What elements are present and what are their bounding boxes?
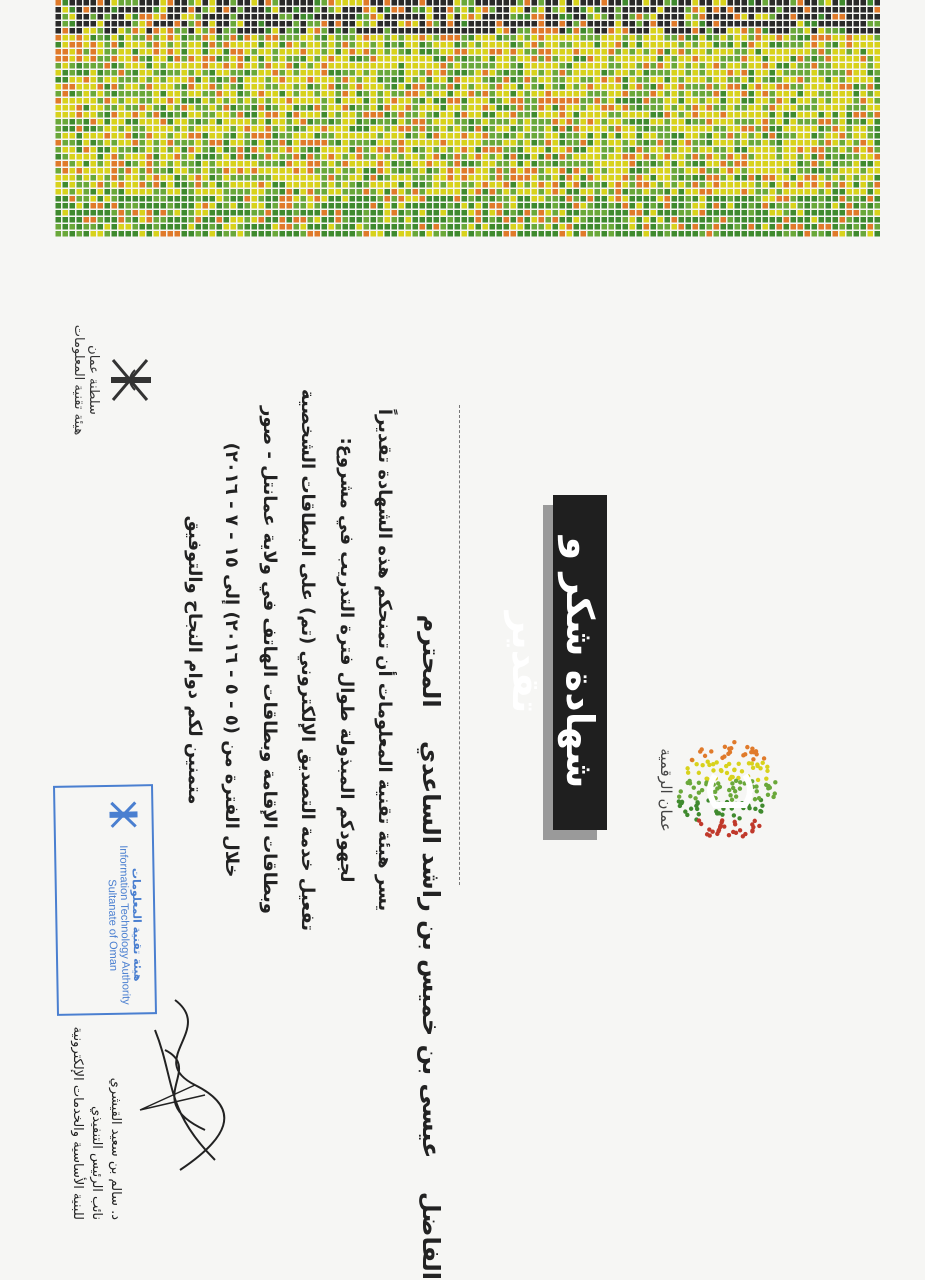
- oman-emblem-stamp-icon: [103, 794, 144, 835]
- emblem-line-1: سلطنة عمان: [86, 345, 101, 415]
- recipient-name: عيسى بن خميس بن راشد الساعدي: [417, 741, 445, 1159]
- stamp-en-2: Sultanate of Oman: [106, 879, 120, 972]
- logo-text: عمان الرقمية: [657, 748, 675, 832]
- body-line-2: لجهودكم المبذولة طوال فترة التدريب في مشروع:: [336, 437, 357, 883]
- signature-icon: [125, 990, 235, 1180]
- recipient-line: [417, 460, 445, 1280]
- certificate-title: شهادة شكر و تقدير: [553, 495, 607, 830]
- stamp-ar: هيئة تقنية المعلومات: [129, 867, 145, 982]
- signer-department: للبنية الأساسية والخدمات الإلكترونية: [70, 1026, 85, 1220]
- body-line-1: يسر هيئة تقنية المعلومات أن تمنحكم هذه الشهادة تقديراً: [374, 408, 395, 912]
- body-line-4: وبطاقات الإقامة وبطاقات الهاتف في ولاية عمانتل - صور: [259, 406, 280, 914]
- emblem-block: [71, 300, 155, 460]
- stamp-en-1: Information Technology Authority: [117, 845, 133, 1005]
- recipient-prefix: الفاضل: [417, 1191, 445, 1280]
- signer-name: د. سالم بن سعيد القيشري: [108, 1077, 123, 1220]
- recipient-underline: [458, 405, 460, 885]
- body-line-5: خلال الفترة من (٥ - ٥ - ٢٠١٦) إلى ١٥ - ٧ - ٢٠١٦): [221, 442, 242, 878]
- emblem-line-2: هيئة تقنية المعلومات: [71, 324, 86, 436]
- recipient-suffix: المحترم: [417, 614, 445, 708]
- body-line-3: تفعيل خدمة التصديق الإلكتروني (تم) على البطاقات الشخصية: [297, 388, 318, 932]
- oman-khanjar-emblem-icon: [105, 350, 155, 410]
- body-line-6: متمنين لكم دوام النجاح والتوفيق: [184, 515, 205, 805]
- official-stamp: [53, 784, 157, 1016]
- digital-oman-logo-icon: [665, 720, 785, 860]
- signer-role: نائب الرئيس التنفيذي: [89, 1105, 104, 1220]
